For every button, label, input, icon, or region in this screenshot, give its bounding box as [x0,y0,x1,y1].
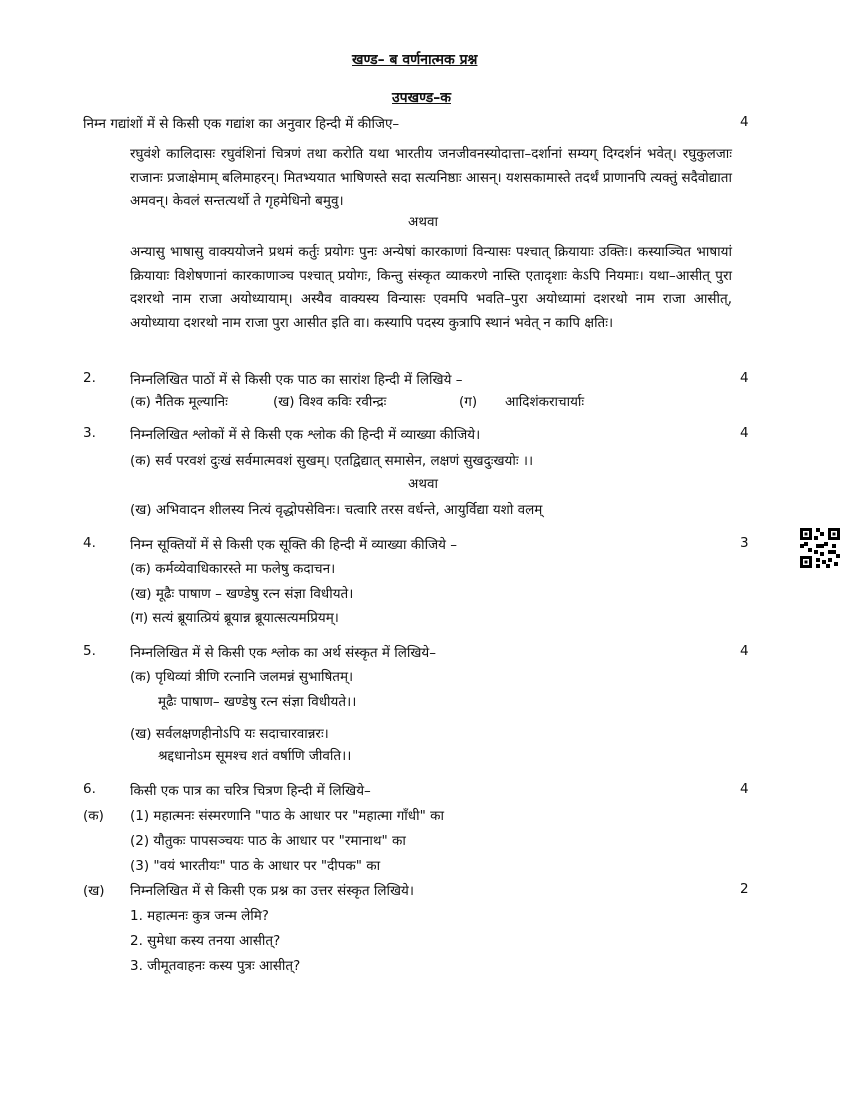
question-4-option-b: (ख) मूढैः पाषाण – खण्डेषु रत्न संज्ञा विधीयते। [130,586,354,602]
question-1-marks: 4 [740,114,749,130]
or-divider-1: अथवा [408,214,438,230]
question-6-number: 6. [83,781,96,797]
question-6-part-b-marks: 2 [740,881,749,897]
question-6-a2: (2) यौतुकः पापसञ्चयः पाठ के आधार पर "रमानाथ" का [130,833,406,849]
question-1-text: निम्न गद्यांशों में से किसी एक गद्यांश का अनुवार हिन्दी में कीजिए– [83,116,400,132]
question-2-option-b: (ख) विश्व कविः रवीन्द्रः [273,394,387,410]
question-2-option-c-label: (ग) [459,394,478,410]
question-6-a3: (3) "वयं भारतीयः" पाठ के आधार पर "दीपक" का [130,858,381,874]
passage-1: रघुवंशे कालिदासः रघुवंशिनां चित्रणं तथा करोति यथा भारतीय जनजीवनस्योदात्ता–दर्शानां सम्यग् दिग्दर्शनं भवेत्। रघुकुलजाः राजानः प्रजाक्षेमाम् बलिमाहरन्। मितभ्ययात भाषिणस्ते सदा सत्यनिष्ठाः आसन्। यशसकामास्ते तदर्थं प्राणानपि त्यक्तुं सदैवोद्याता अमवन्। केवलं सन्तत्यर्थो ते गृहमेधिनो बमुवु। [130,146,732,209]
question-3-option-a: (क) सर्व परवशं दुःखं सर्वमात्मवशं सुखम्। एतद्विद्यात् समासेन, लक्षणं सुखदुःखयोः ।। [130,453,534,469]
question-6-part-b-label: (ख) [83,883,105,899]
question-6-text: किसी एक पात्र का चरित्र चित्रण हिन्दी में लिखिये– [130,783,371,799]
question-2-number: 2. [83,370,96,386]
question-2-option-a: (क) नैतिक मूल्यानिः [130,394,228,410]
question-2-option-c: आदिशंकराचार्याः [505,394,585,410]
question-5-option-b-line2: श्रद्दधानोऽम सूमश्च शतं वर्षाणि जीवति।। [158,748,352,764]
question-5-option-a-line2: मूढैः पाषाण– खण्डेषु रत्न संज्ञा विधीयते।। [158,694,357,710]
question-3-marks: 4 [740,425,749,441]
question-5-marks: 4 [740,643,749,659]
question-4-number: 4. [83,535,96,551]
question-4-marks: 3 [740,535,749,551]
question-5-number: 5. [83,643,96,659]
question-3-number: 3. [83,425,96,441]
question-6-a1: (1) महात्मनः संस्मरणानि "पाठ के आधार पर "महात्मा गाँधी" का [130,808,444,824]
question-6-b3: 3. जीमूतवाहनः कस्य पुत्रः आसीत्? [130,958,301,974]
qr-code-icon [800,528,840,568]
question-6-part-b-text: निम्नलिखित में से किसी एक प्रश्न का उत्तर संस्कृत लिखिये। [130,883,414,899]
question-5-option-b-line1: (ख) सर्वलक्षणहीनोऽपि यः सदाचारवान्नरः। [130,726,329,742]
question-5-text: निम्नलिखित में से किसी एक श्लोक का अर्थ संस्कृत में लिखिये– [130,645,437,661]
question-4-option-c: (ग) सत्यं ब्रूयात्प्रियं ब्रूयान्न ब्रूयात्सत्यमप्रियम्। [130,610,339,626]
question-2-text: निम्नलिखित पाठों में से किसी एक पाठ का सारांश हिन्दी में लिखिये – [130,372,463,388]
question-3-option-b: (ख) अभिवादन शीलस्य नित्यं वृद्धोपसेविनः। चत्वारि तरस वर्धन्ते, आयुर्विद्या यशो वलम् [130,502,543,518]
question-4-text: निम्न सूक्तियों में से किसी एक सूक्ति की हिन्दी में व्याख्या कीजिये – [130,537,458,553]
question-6-marks: 4 [740,781,749,797]
question-2-marks: 4 [740,370,749,386]
question-5-option-a-line1: (क) पृथिव्यां त्रीणि रत्नानि जलमन्नं सुभाषितम्। [130,669,354,685]
or-divider-2: अथवा [408,476,438,492]
question-6-b1: 1. महात्मनः कुत्र जन्म लेमि? [130,908,269,924]
question-6-part-a-label: (क) [83,808,104,824]
question-6-b2: 2. सुमेधा कस्य तनया आसीत्? [130,933,281,949]
passage-2: अन्यासु भाषासु वाक्ययोजने प्रथमं कर्तुः प्रयोगः पुनः अन्येषां कारकाणां विन्यासः पश्चात् क्रियायाः उक्तिः। कस्याञ्चित भाषायां क्रियायाः विशेषणानां कारकाणाञ्च पश्चात् प्रयोगः, किन्तु संस्कृत व्याकरणे नास्ति एतादृशाः केऽपि नियमाः। यथा–आसीत् पुरा दशरथो नाम राजा अयोध्यायाम्। अस्यैव वाक्यस्य विन्यासः एवमपि भवति–पुरा अयोध्यामां दशरथो नाम राजा आसीत्, अयोध्याया दशरथो नाम राजा पुरा आसीत इति वा। कस्यापि पदस्य कुत्रापि स्थानं भवेत् न कापि क्षतिः। [130,244,732,331]
question-3-text: निम्नलिखित श्लोकों में से किसी एक श्लोक की हिन्दी में व्याख्या कीजिये। [130,427,481,443]
question-4-option-a: (क) कर्मव्येवाधिकारस्ते मा फलेषु कदाचन। [130,561,336,577]
subsection-title: उपखण्ड–क [392,90,451,106]
section-title: खण्ड– ब वर्णनात्मक प्रश्न [352,52,478,68]
